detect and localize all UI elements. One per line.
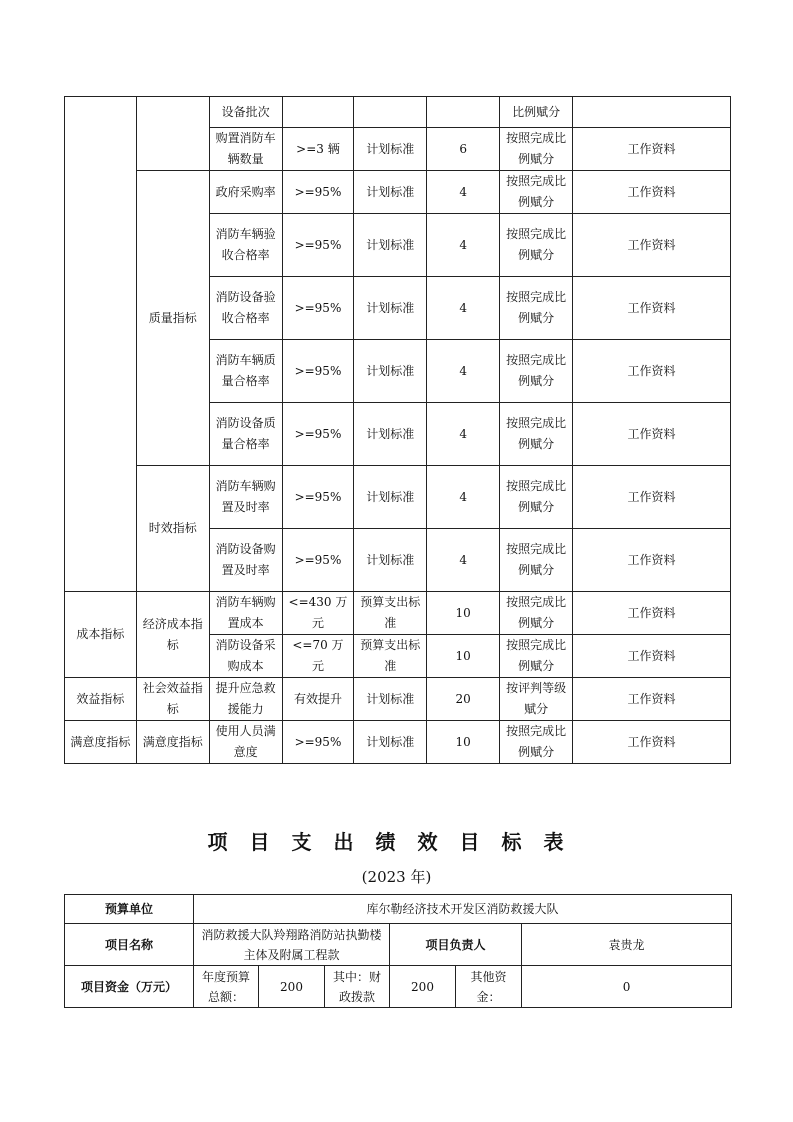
standard-cell: 计划标准	[354, 277, 427, 340]
source-cell: 工作资料	[573, 340, 731, 403]
target-cell: >=95%	[282, 277, 354, 340]
target-cell: >=95%	[282, 171, 354, 214]
table-row	[65, 592, 731, 635]
level1-cell: 满意度指标	[65, 721, 137, 764]
level2-cell: 质量指标	[136, 171, 209, 466]
standard-cell	[354, 97, 427, 128]
indicator-name-cell: 政府采购率	[209, 171, 282, 214]
method-cell: 按照完成比例赋分	[500, 403, 573, 466]
level1-cell: 效益指标	[65, 678, 137, 721]
standard-cell: 计划标准	[354, 128, 427, 171]
project-funds-label: 项目资金（万元）	[65, 966, 194, 1008]
project-name-value: 消防救援大队羚翔路消防站执勤楼主体及附属工程款	[194, 924, 390, 966]
indicator-name-cell: 消防设备采购成本	[209, 635, 282, 678]
fiscal-allocation-label: 其中：财政拨款	[325, 966, 390, 1008]
weight-cell	[427, 97, 500, 128]
method-cell: 按照完成比例赋分	[500, 592, 573, 635]
method-cell: 按照完成比例赋分	[500, 214, 573, 277]
standard-cell: 计划标准	[354, 340, 427, 403]
source-cell: 工作资料	[573, 214, 731, 277]
weight-cell: 4	[427, 466, 500, 529]
method-cell: 按照完成比例赋分	[500, 277, 573, 340]
other-funds-label: 其他资金：	[456, 966, 522, 1008]
year-subtitle: (2023 年)	[361, 868, 432, 886]
target-cell: >=95%	[282, 214, 354, 277]
weight-cell: 4	[427, 214, 500, 277]
source-cell: 工作资料	[573, 171, 731, 214]
target-cell	[282, 97, 354, 128]
table-row	[65, 966, 732, 1008]
table-row	[65, 171, 731, 214]
weight-cell: 6	[427, 128, 500, 171]
other-funds-value: 0	[522, 966, 732, 1008]
page-title: 项目支出绩效目标表	[207, 830, 586, 854]
indicator-name-cell: 消防车辆购置及时率	[209, 466, 282, 529]
standard-cell: 计划标准	[354, 678, 427, 721]
target-cell: >=95%	[282, 721, 354, 764]
level2-cell: 时效指标	[136, 466, 209, 592]
method-cell: 按评判等级赋分	[500, 678, 573, 721]
method-cell: 按照完成比例赋分	[500, 635, 573, 678]
summary-table	[64, 894, 732, 1008]
standard-cell: 计划标准	[354, 171, 427, 214]
table-row	[65, 678, 731, 721]
indicator-name-cell: 设备批次	[209, 97, 282, 128]
fiscal-allocation-value: 200	[390, 966, 456, 1008]
source-cell	[573, 97, 731, 128]
method-cell: 按照完成比例赋分	[500, 721, 573, 764]
standard-cell: 预算支出标准	[354, 592, 427, 635]
project-owner-label: 项目负责人	[390, 924, 522, 966]
indicator-name-cell: 消防设备购置及时率	[209, 529, 282, 592]
target-cell: >=95%	[282, 340, 354, 403]
indicator-name-cell: 消防设备验收合格率	[209, 277, 282, 340]
standard-cell: 计划标准	[354, 721, 427, 764]
target-cell: <=430 万元	[282, 592, 354, 635]
target-cell: 有效提升	[282, 678, 354, 721]
level2-cell	[136, 97, 209, 171]
standard-cell: 计划标准	[354, 466, 427, 529]
source-cell: 工作资料	[573, 592, 731, 635]
weight-cell: 4	[427, 171, 500, 214]
method-cell: 按照完成比例赋分	[500, 128, 573, 171]
budget-unit-label: 预算单位	[65, 895, 194, 924]
source-cell: 工作资料	[573, 403, 731, 466]
table-row	[65, 97, 731, 128]
weight-cell: 4	[427, 340, 500, 403]
indicator-name-cell: 使用人员满意度	[209, 721, 282, 764]
weight-cell: 10	[427, 721, 500, 764]
target-cell: >=95%	[282, 466, 354, 529]
indicator-name-cell: 购置消防车辆数量	[209, 128, 282, 171]
source-cell: 工作资料	[573, 635, 731, 678]
standard-cell: 计划标准	[354, 403, 427, 466]
source-cell: 工作资料	[573, 529, 731, 592]
table-row	[65, 924, 732, 966]
target-cell: >=3 辆	[282, 128, 354, 171]
level2-cell: 社会效益指标	[136, 678, 209, 721]
budget-unit-value: 库尔勒经济技术开发区消防救援大队	[194, 895, 732, 924]
indicator-name-cell: 消防设备质量合格率	[209, 403, 282, 466]
indicator-name-cell: 消防车辆验收合格率	[209, 214, 282, 277]
table-row	[65, 721, 731, 764]
method-cell: 比例赋分	[500, 97, 573, 128]
indicator-table	[64, 96, 731, 764]
method-cell: 按照完成比例赋分	[500, 340, 573, 403]
source-cell: 工作资料	[573, 466, 731, 529]
target-cell: >=95%	[282, 529, 354, 592]
indicator-name-cell: 提升应急救援能力	[209, 678, 282, 721]
project-name-label: 项目名称	[65, 924, 194, 966]
weight-cell: 10	[427, 635, 500, 678]
indicator-name-cell: 消防车辆购置成本	[209, 592, 282, 635]
standard-cell: 计划标准	[354, 529, 427, 592]
weight-cell: 20	[427, 678, 500, 721]
standard-cell: 计划标准	[354, 214, 427, 277]
project-owner-value: 袁贵龙	[522, 924, 732, 966]
weight-cell: 4	[427, 403, 500, 466]
target-cell: <=70 万元	[282, 635, 354, 678]
level2-cell: 经济成本指标	[136, 592, 209, 678]
annual-budget-total-label: 年度预算总额：	[194, 966, 259, 1008]
level2-cell: 满意度指标	[136, 721, 209, 764]
source-cell: 工作资料	[573, 678, 731, 721]
method-cell: 按照完成比例赋分	[500, 466, 573, 529]
table-row	[65, 466, 731, 529]
level1-cell: 成本指标	[65, 592, 137, 678]
method-cell: 按照完成比例赋分	[500, 529, 573, 592]
weight-cell: 10	[427, 592, 500, 635]
level1-cell	[65, 97, 137, 592]
weight-cell: 4	[427, 277, 500, 340]
source-cell: 工作资料	[573, 277, 731, 340]
source-cell: 工作资料	[573, 128, 731, 171]
target-cell: >=95%	[282, 403, 354, 466]
annual-budget-total-value: 200	[259, 966, 325, 1008]
method-cell: 按照完成比例赋分	[500, 171, 573, 214]
indicator-name-cell: 消防车辆质量合格率	[209, 340, 282, 403]
weight-cell: 4	[427, 529, 500, 592]
standard-cell: 预算支出标准	[354, 635, 427, 678]
source-cell: 工作资料	[573, 721, 731, 764]
table-row	[65, 895, 732, 924]
